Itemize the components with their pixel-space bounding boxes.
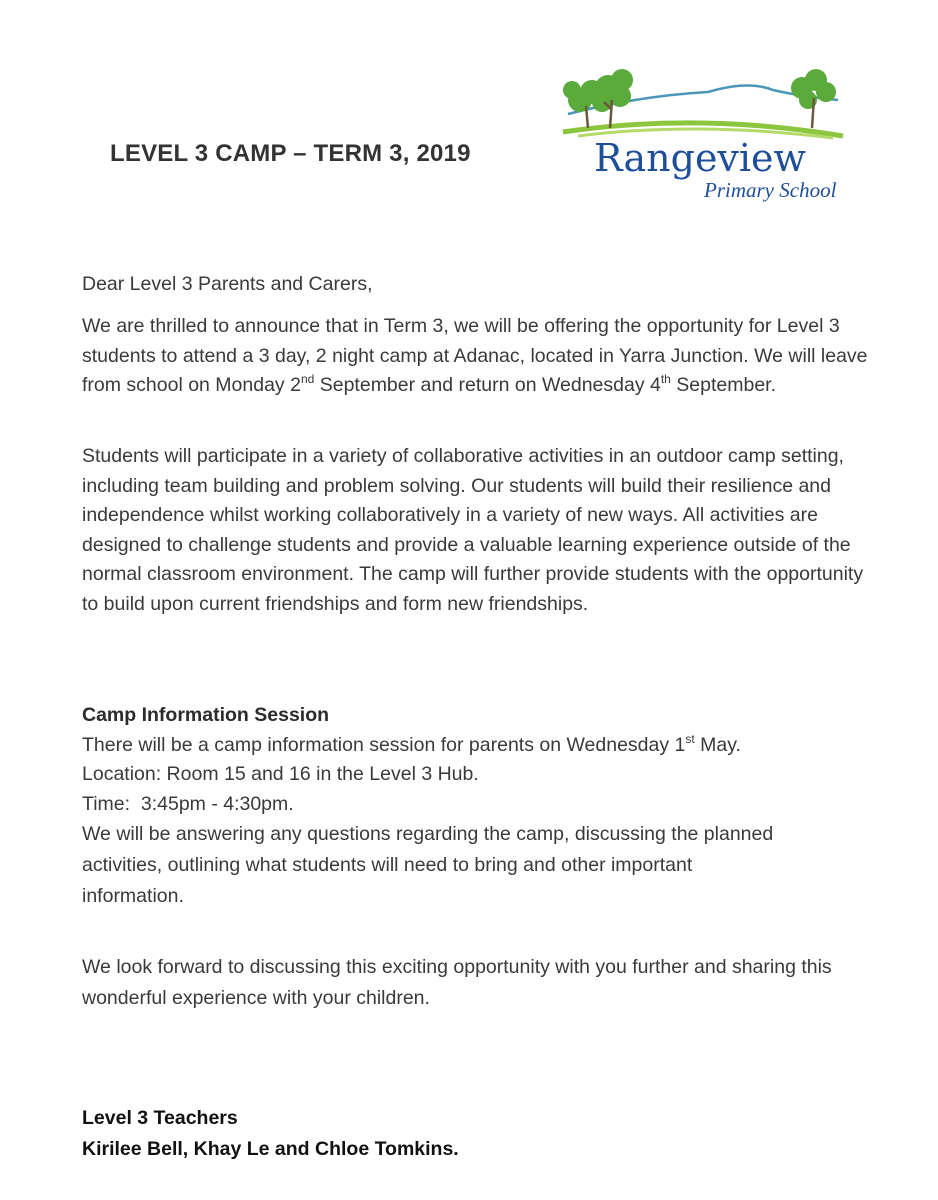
logo-subtitle: Primary School — [704, 178, 837, 202]
greeting — [82, 270, 872, 300]
session-line1-b: May. — [694, 733, 741, 756]
signoff — [82, 1103, 872, 1165]
signoff-names: Kirilee Bell, Khay Le and Chloe Tomkins. — [82, 1138, 459, 1160]
logo-trees-icon — [558, 66, 848, 141]
session-line1-a: There will be a camp information session for parents on Wednesday 1 — [82, 733, 686, 756]
page-title: LEVEL 3 CAMP – TERM 3, 2019 — [110, 140, 471, 167]
p1-text-a: We are thrilled to announce that in Term 3, we will be offering the opportunity for Level 3 students to attend a 3 day, 2 night camp at Adanac, located in Yarra Junction. We will leave from school on Monday 2 — [82, 315, 868, 396]
logo-name: Rangeview — [594, 136, 807, 180]
session-details: We will be answering any questions regarding the camp, discussing the planned activities, outlining what students will need to bring and other important information. — [82, 823, 774, 907]
p1-sup-1: nd — [300, 372, 315, 386]
session-heading: Camp Information Session — [82, 704, 330, 726]
paragraph-closing — [82, 952, 842, 1014]
paragraph-activities — [82, 442, 872, 619]
signoff-title: Level 3 Teachers — [82, 1107, 238, 1129]
school-logo — [558, 66, 848, 216]
p1-text-b: September and return on Wednesday 4 — [314, 374, 661, 396]
session-location: Location: Room 15 and 16 in the Level 3 Hub. — [82, 763, 479, 785]
p1-text-c: September. — [670, 374, 777, 396]
session-line1-sup: st — [685, 731, 695, 746]
greeting-text: Dear Level 3 Parents and Carers, — [82, 273, 373, 295]
closing-text: We look forward to discussing this exciting opportunity with you further and sharing this wonderful experience with your children. — [82, 956, 832, 1009]
p2-text: Students will participate in a variety of collaborative activities in an outdoor camp setting, including team building and problem solving. Our students will build their resilience and independence whilst working collaboratively in a variety of new ways. All activities are designed to challenge students and provide a valuable learning experience outside of the normal classroom environment. The camp will further provide students with the opportunity to build upon current friendships and form new friendships. — [82, 445, 864, 615]
session-section — [82, 701, 872, 912]
session-time: Time: 3:45pm - 4:30pm. — [82, 792, 294, 815]
p1-sup-2: th — [660, 372, 671, 386]
paragraph-announcement — [82, 312, 872, 401]
